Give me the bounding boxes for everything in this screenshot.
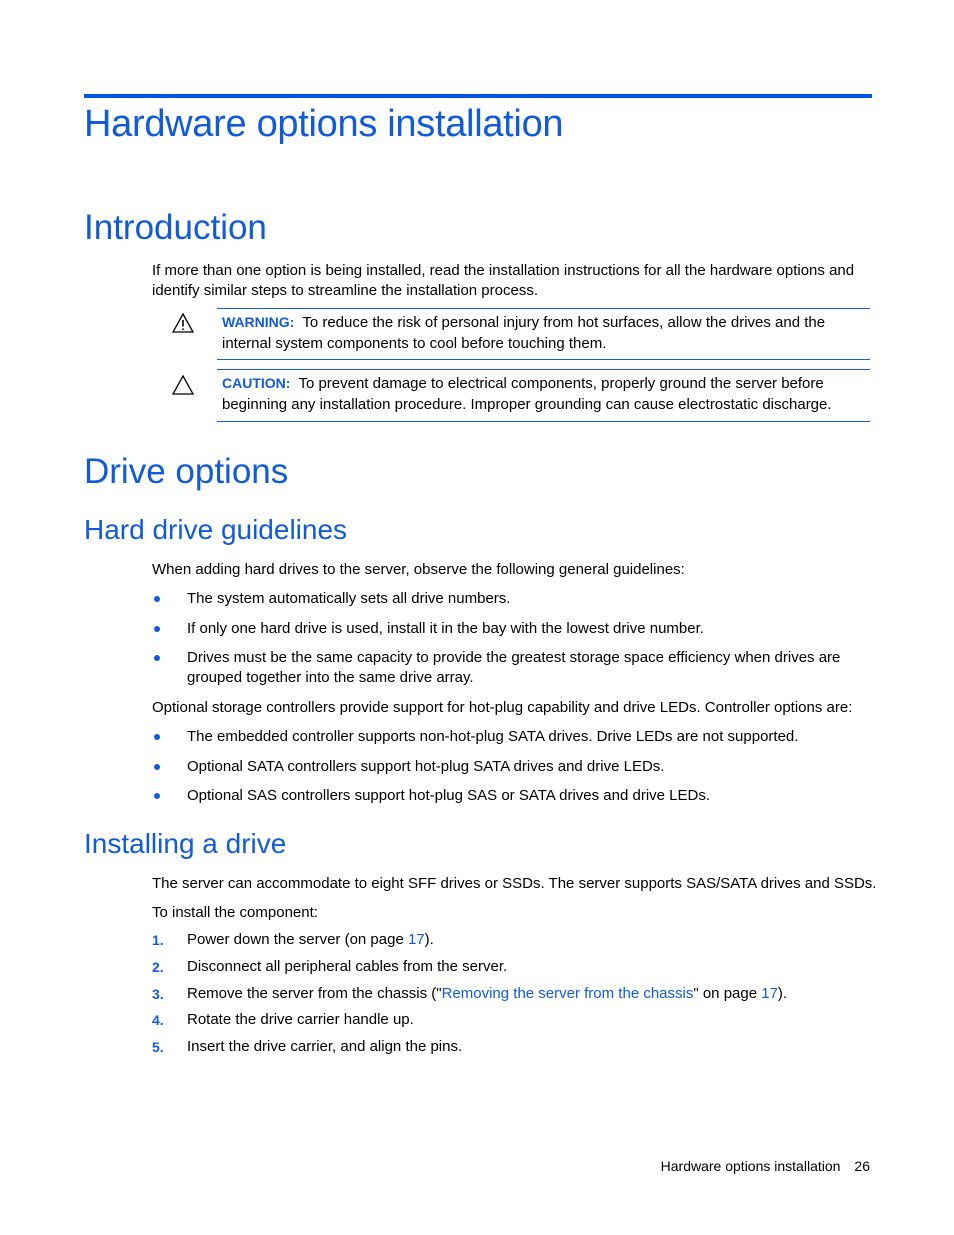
footer-page-number: 26 — [854, 1158, 870, 1174]
caution-label: CAUTION: — [222, 375, 291, 391]
warning-text: To reduce the risk of personal injury from hot surfaces, allow the drives and the internal system components to cool before touching them. — [222, 314, 826, 352]
warning-triangle-icon — [172, 313, 194, 333]
caution-box — [217, 369, 870, 422]
page-link[interactable]: 17 — [407, 931, 425, 948]
list-item-text: Optional SAS controllers support hot-plug SAS or SATA drives and drive LEDs. — [187, 787, 711, 804]
step-number: 3. — [152, 986, 164, 1002]
list-item-text: The embedded controller supports non-hot-plug SATA drives. Drive LEDs are not supported. — [187, 728, 799, 745]
step-text: ). — [424, 931, 434, 948]
guidelines-lead: When adding hard drives to the server, observe the following general guidelines: — [152, 561, 685, 578]
section-heading-introduction: Introduction — [84, 208, 267, 247]
page-link[interactable]: 17 — [761, 985, 778, 1002]
caution-triangle-icon — [172, 375, 194, 395]
bullet-icon — [154, 626, 160, 632]
section-link[interactable]: Removing the server from the chassis — [441, 985, 694, 1002]
bullet-icon — [154, 764, 160, 770]
bullet-icon — [154, 793, 160, 799]
page-footer — [661, 1158, 870, 1174]
subsection-heading-installing-a-drive: Installing a drive — [84, 828, 287, 859]
subsection-heading-hard-drive-guidelines: Hard drive guidelines — [84, 514, 348, 545]
step-text: ). — [777, 985, 788, 1002]
chapter-rule — [84, 94, 872, 98]
step-number: 5. — [152, 1039, 164, 1055]
step-text: Disconnect all peripheral cables from the server. — [187, 958, 508, 975]
warning-box — [217, 308, 870, 360]
chapter-title: Hardware options installation — [84, 103, 564, 145]
list-item-text: Optional SATA controllers support hot-plug SATA drives and drive LEDs. — [187, 758, 665, 775]
bullet-icon — [154, 655, 160, 661]
list-item-text: If only one hard drive is used, install it in the bay with the lowest drive number. — [187, 620, 704, 637]
step-number: 2. — [152, 959, 164, 975]
step-text: Remove the server from the chassis (" — [187, 985, 442, 1002]
section-heading-drive-options: Drive options — [84, 452, 289, 491]
controller-lead: Optional storage controllers provide support for hot-plug capability and drive LEDs. Controller options are: — [152, 699, 853, 716]
intro-paragraph: If more than one option is being installed, read the installation instructions for all the hardware options and identify similar steps to streamline the installation process. — [152, 262, 855, 299]
caution-text: To prevent damage to electrical components, properly ground the server before beginning any installation procedure. Improper grounding can cause electrostatic discharge. — [222, 375, 832, 413]
step-text: Insert the drive carrier, and align the pins. — [187, 1038, 463, 1055]
installing-lead: To install the component: — [152, 904, 318, 921]
step-number: 4. — [152, 1012, 164, 1028]
bullet-icon — [154, 734, 160, 740]
step-text: Power down the server (on page — [187, 931, 408, 948]
step-number: 1. — [152, 932, 164, 948]
footer-section-title: Hardware options installation — [660, 1158, 841, 1174]
bullet-icon — [154, 596, 160, 602]
warning-label: WARNING: — [222, 314, 295, 330]
step-text: Rotate the drive carrier handle up. — [187, 1011, 414, 1028]
list-item-text: Drives must be the same capacity to provide the greatest storage space efficiency when drives are grouped together into the same drive array. — [187, 649, 841, 686]
installing-paragraph: The server can accommodate to eight SFF drives or SSDs. The server supports SAS/SATA drives and SSDs. — [152, 875, 877, 892]
step-text: " on page — [693, 985, 762, 1002]
list-item-text: The system automatically sets all drive numbers. — [187, 590, 511, 607]
